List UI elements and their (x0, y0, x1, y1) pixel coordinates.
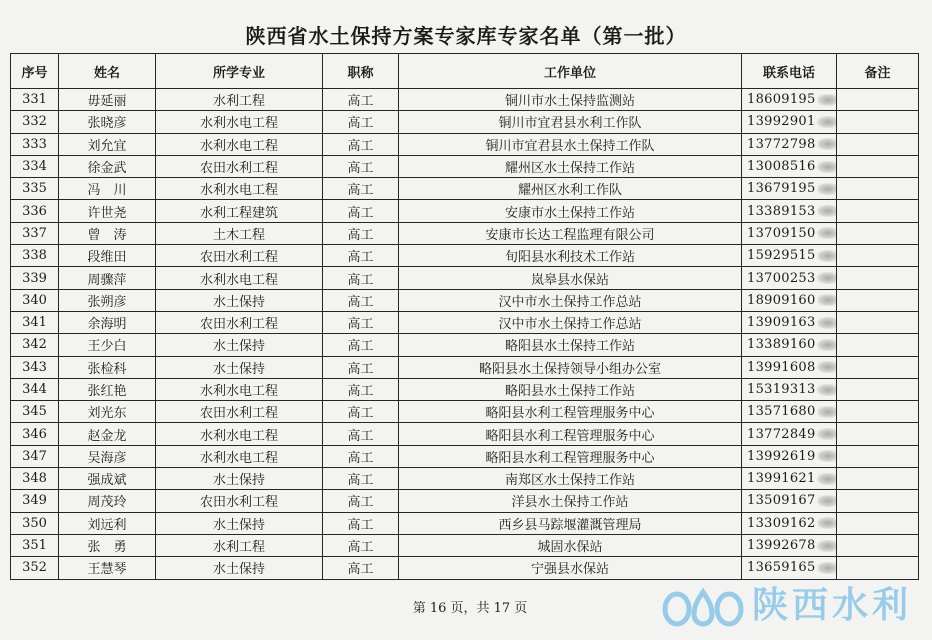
cell-major: 水土保持 (156, 289, 323, 311)
cell-name: 许世尧 (59, 200, 156, 222)
cell-phone (742, 178, 837, 200)
cell-phone (742, 111, 837, 133)
cell-major: 水利工程 (156, 534, 323, 556)
cell-name: 余海明 (59, 311, 156, 333)
cell-note (837, 490, 919, 512)
table-row (11, 155, 919, 177)
phone-number: 18909160 (747, 292, 816, 308)
document-title: 陕西省水土保持方案专家库专家名单（第一批） (245, 24, 687, 48)
phone-obscured-smudge (817, 272, 837, 284)
phone-obscured-smudge (817, 517, 837, 529)
cell-phone (742, 512, 837, 534)
phone-obscured-smudge (817, 227, 837, 239)
phone-number: 13772849 (747, 426, 816, 442)
phone-number: 13709150 (747, 225, 816, 241)
table-row (11, 178, 919, 200)
cell-note (837, 534, 919, 556)
cell-unit: 安康市长达工程监理有限公司 (399, 222, 742, 244)
cell-unit: 铜川市水土保持监测站 (399, 89, 742, 111)
cell-rank: 高工 (323, 222, 399, 244)
phone-obscured-smudge (817, 495, 837, 507)
cell-phone (742, 534, 837, 556)
cell-no: 337 (11, 222, 59, 244)
cell-no: 333 (11, 133, 59, 155)
cell-name: 张检科 (59, 356, 156, 378)
cell-major: 水土保持 (156, 512, 323, 534)
cell-rank: 高工 (323, 534, 399, 556)
table-row (11, 289, 919, 311)
cell-rank: 高工 (323, 401, 399, 423)
cell-no: 344 (11, 378, 59, 400)
expert-list-table (10, 53, 919, 580)
cell-rank: 高工 (323, 557, 399, 579)
cell-rank: 高工 (323, 245, 399, 267)
cell-name: 刘光东 (59, 401, 156, 423)
cell-note (837, 445, 919, 467)
cell-phone (742, 89, 837, 111)
cell-unit: 岚皋县水保站 (399, 267, 742, 289)
table-row (11, 468, 919, 490)
cell-unit: 略阳县水土保持工作站 (399, 334, 742, 356)
table-row (11, 512, 919, 534)
cell-no: 341 (11, 311, 59, 333)
cell-major: 水土保持 (156, 468, 323, 490)
phone-number: 13389160 (747, 337, 816, 353)
phone-obscured-smudge (817, 205, 837, 217)
phone-obscured-smudge (817, 406, 837, 418)
cell-rank: 高工 (323, 111, 399, 133)
cell-no: 336 (11, 200, 59, 222)
cell-phone (742, 289, 837, 311)
cell-note (837, 468, 919, 490)
table-row (11, 557, 919, 579)
cell-no: 351 (11, 534, 59, 556)
cell-phone (742, 133, 837, 155)
table-row (11, 378, 919, 400)
cell-note (837, 423, 919, 445)
cell-phone (742, 356, 837, 378)
phone-number: 13509167 (747, 493, 816, 509)
cell-note (837, 200, 919, 222)
header-phone: 联系电话 (742, 54, 837, 89)
phone-obscured-smudge (817, 540, 837, 552)
cell-no: 350 (11, 512, 59, 534)
cell-rank: 高工 (323, 89, 399, 111)
cell-phone (742, 468, 837, 490)
cell-note (837, 133, 919, 155)
water-drops-logo-icon (660, 586, 746, 630)
table-row (11, 245, 919, 267)
cell-unit: 铜川市宜君县水土保持工作队 (399, 133, 742, 155)
page-number: 第 16 页，共 17 页 (412, 601, 528, 616)
cell-major: 水利水电工程 (156, 445, 323, 467)
cell-unit: 略阳县水土保持工作站 (399, 378, 742, 400)
cell-unit: 铜川市宜君县水利工作队 (399, 111, 742, 133)
phone-number: 13679195 (747, 181, 816, 197)
cell-major: 水利水电工程 (156, 267, 323, 289)
cell-rank: 高工 (323, 267, 399, 289)
table-row (11, 356, 919, 378)
cell-unit: 略阳县水利工程管理服务中心 (399, 445, 742, 467)
phone-obscured-smudge (817, 428, 837, 440)
cell-no: 338 (11, 245, 59, 267)
cell-phone (742, 222, 837, 244)
phone-number: 13991621 (747, 471, 816, 487)
phone-number: 15929515 (747, 248, 816, 264)
cell-rank: 高工 (323, 445, 399, 467)
cell-major: 农田水利工程 (156, 311, 323, 333)
cell-rank: 高工 (323, 356, 399, 378)
cell-unit: 旬阳县水利技术工作站 (399, 245, 742, 267)
phone-obscured-smudge (817, 473, 837, 485)
phone-obscured-smudge (817, 161, 837, 173)
table-row (11, 311, 919, 333)
cell-phone (742, 557, 837, 579)
cell-rank: 高工 (323, 155, 399, 177)
cell-note (837, 311, 919, 333)
cell-name: 张 勇 (59, 534, 156, 556)
cell-major: 农田水利工程 (156, 155, 323, 177)
phone-number: 13309162 (747, 515, 816, 531)
cell-no: 352 (11, 557, 59, 579)
cell-note (837, 245, 919, 267)
phone-obscured-smudge (817, 450, 837, 462)
table-row (11, 111, 919, 133)
cell-unit: 耀州区水土保持工作站 (399, 155, 742, 177)
phone-number: 13909163 (747, 315, 816, 331)
cell-name: 张红艳 (59, 378, 156, 400)
table-row (11, 401, 919, 423)
cell-rank: 高工 (323, 289, 399, 311)
header-rank: 职称 (323, 54, 399, 89)
cell-major: 农田水利工程 (156, 245, 323, 267)
cell-note (837, 356, 919, 378)
cell-no: 331 (11, 89, 59, 111)
cell-name: 曾 涛 (59, 222, 156, 244)
cell-name: 刘允宜 (59, 133, 156, 155)
cell-note (837, 111, 919, 133)
table-row (11, 423, 919, 445)
cell-major: 水利水电工程 (156, 178, 323, 200)
cell-name: 周茂玲 (59, 490, 156, 512)
cell-no: 345 (11, 401, 59, 423)
phone-obscured-smudge (817, 183, 837, 195)
cell-rank: 高工 (323, 378, 399, 400)
cell-phone (742, 200, 837, 222)
phone-number: 13571680 (747, 404, 816, 420)
table-body (11, 89, 919, 580)
cell-no: 343 (11, 356, 59, 378)
phone-obscured-smudge (817, 250, 837, 262)
cell-rank: 高工 (323, 178, 399, 200)
cell-name: 张朔彦 (59, 289, 156, 311)
cell-rank: 高工 (323, 512, 399, 534)
cell-name: 张晓彦 (59, 111, 156, 133)
cell-no: 339 (11, 267, 59, 289)
cell-phone (742, 334, 837, 356)
cell-phone (742, 445, 837, 467)
phone-number: 13700253 (747, 270, 816, 286)
cell-name: 冯 川 (59, 178, 156, 200)
cell-major: 水利水电工程 (156, 423, 323, 445)
cell-major: 农田水利工程 (156, 490, 323, 512)
cell-major: 水利工程建筑 (156, 200, 323, 222)
cell-major: 水利水电工程 (156, 133, 323, 155)
cell-phone (742, 423, 837, 445)
cell-name: 强成斌 (59, 468, 156, 490)
cell-no: 347 (11, 445, 59, 467)
header-no: 序号 (11, 54, 59, 89)
cell-no: 349 (11, 490, 59, 512)
cell-no: 342 (11, 334, 59, 356)
cell-note (837, 334, 919, 356)
cell-no: 346 (11, 423, 59, 445)
cell-name: 段维田 (59, 245, 156, 267)
cell-no: 348 (11, 468, 59, 490)
cell-note (837, 178, 919, 200)
phone-number: 13991608 (747, 359, 816, 375)
phone-obscured-smudge (817, 317, 837, 329)
cell-unit: 略阳县水利工程管理服务中心 (399, 423, 742, 445)
cell-rank: 高工 (323, 200, 399, 222)
cell-no: 332 (11, 111, 59, 133)
phone-obscured-smudge (817, 339, 837, 351)
cell-name: 吴海彦 (59, 445, 156, 467)
table-header-row (11, 54, 919, 89)
cell-unit: 耀州区水利工作队 (399, 178, 742, 200)
cell-name: 刘远利 (59, 512, 156, 534)
cell-unit: 汉中市水土保持工作总站 (399, 311, 742, 333)
phone-number: 13992678 (747, 538, 816, 554)
cell-note (837, 89, 919, 111)
table-row (11, 445, 919, 467)
table-row (11, 267, 919, 289)
cell-major: 水利水电工程 (156, 378, 323, 400)
cell-major: 土木工程 (156, 222, 323, 244)
cell-rank: 高工 (323, 133, 399, 155)
cell-major: 水土保持 (156, 557, 323, 579)
cell-rank: 高工 (323, 468, 399, 490)
phone-number: 13389153 (747, 203, 816, 219)
cell-unit: 城固水保站 (399, 534, 742, 556)
cell-major: 水利水电工程 (156, 111, 323, 133)
cell-major: 水土保持 (156, 334, 323, 356)
cell-unit: 南郑区水土保持工作站 (399, 468, 742, 490)
header-major: 所学专业 (156, 54, 323, 89)
cell-phone (742, 311, 837, 333)
header-unit: 工作单位 (399, 54, 742, 89)
cell-phone (742, 378, 837, 400)
cell-phone (742, 401, 837, 423)
phone-number: 15319313 (747, 382, 816, 397)
phone-obscured-smudge (817, 94, 837, 106)
phone-obscured-smudge (817, 361, 837, 373)
cell-phone (742, 245, 837, 267)
cell-name: 徐金武 (59, 155, 156, 177)
cell-rank: 高工 (323, 490, 399, 512)
phone-number: 13659165 (747, 560, 816, 576)
cell-phone (742, 490, 837, 512)
cell-major: 农田水利工程 (156, 401, 323, 423)
cell-note (837, 155, 919, 177)
phone-number: 13008516 (747, 159, 816, 175)
cell-no: 340 (11, 289, 59, 311)
table-row (11, 133, 919, 155)
table-row (11, 334, 919, 356)
cell-unit: 西乡县马踪堰灌溉管理局 (399, 512, 742, 534)
cell-rank: 高工 (323, 334, 399, 356)
table-row (11, 222, 919, 244)
header-name: 姓名 (59, 54, 156, 89)
cell-unit: 安康市水土保持工作站 (399, 200, 742, 222)
cell-unit: 汉中市水土保持工作总站 (399, 289, 742, 311)
cell-name: 王慧琴 (59, 557, 156, 579)
cell-phone (742, 155, 837, 177)
phone-obscured-smudge (817, 138, 837, 150)
cell-unit: 洋县水土保持工作站 (399, 490, 742, 512)
cell-note (837, 222, 919, 244)
cell-note (837, 267, 919, 289)
table-row (11, 200, 919, 222)
cell-name: 毋延丽 (59, 89, 156, 111)
cell-major: 水土保持 (156, 356, 323, 378)
header-note: 备注 (837, 54, 919, 89)
phone-obscured-smudge (817, 294, 837, 306)
cell-no: 334 (11, 155, 59, 177)
phone-obscured-smudge (817, 562, 837, 574)
cell-note (837, 401, 919, 423)
cell-phone (742, 267, 837, 289)
table-row (11, 89, 919, 111)
cell-name: 王少白 (59, 334, 156, 356)
cell-note (837, 289, 919, 311)
phone-obscured-smudge (817, 384, 837, 396)
cell-no: 335 (11, 178, 59, 200)
cell-unit: 略阳县水土保持领导小组办公室 (399, 356, 742, 378)
table-row (11, 534, 919, 556)
cell-name: 周骤萍 (59, 267, 156, 289)
phone-number: 18609195 (747, 92, 816, 108)
phone-obscured-smudge (817, 116, 837, 128)
cell-note (837, 557, 919, 579)
cell-rank: 高工 (323, 423, 399, 445)
phone-number: 13992619 (747, 448, 816, 464)
cell-major: 水利工程 (156, 89, 323, 111)
cell-name: 赵金龙 (59, 423, 156, 445)
phone-number: 13992901 (747, 114, 816, 130)
cell-unit: 略阳县水利工程管理服务中心 (399, 401, 742, 423)
cell-note (837, 512, 919, 534)
cell-rank: 高工 (323, 311, 399, 333)
cell-note (837, 378, 919, 400)
cell-unit: 宁强县水保站 (399, 557, 742, 579)
phone-number: 13772798 (747, 136, 816, 152)
watermark-text: 陕西水利 (752, 585, 913, 626)
table-row (11, 490, 919, 512)
